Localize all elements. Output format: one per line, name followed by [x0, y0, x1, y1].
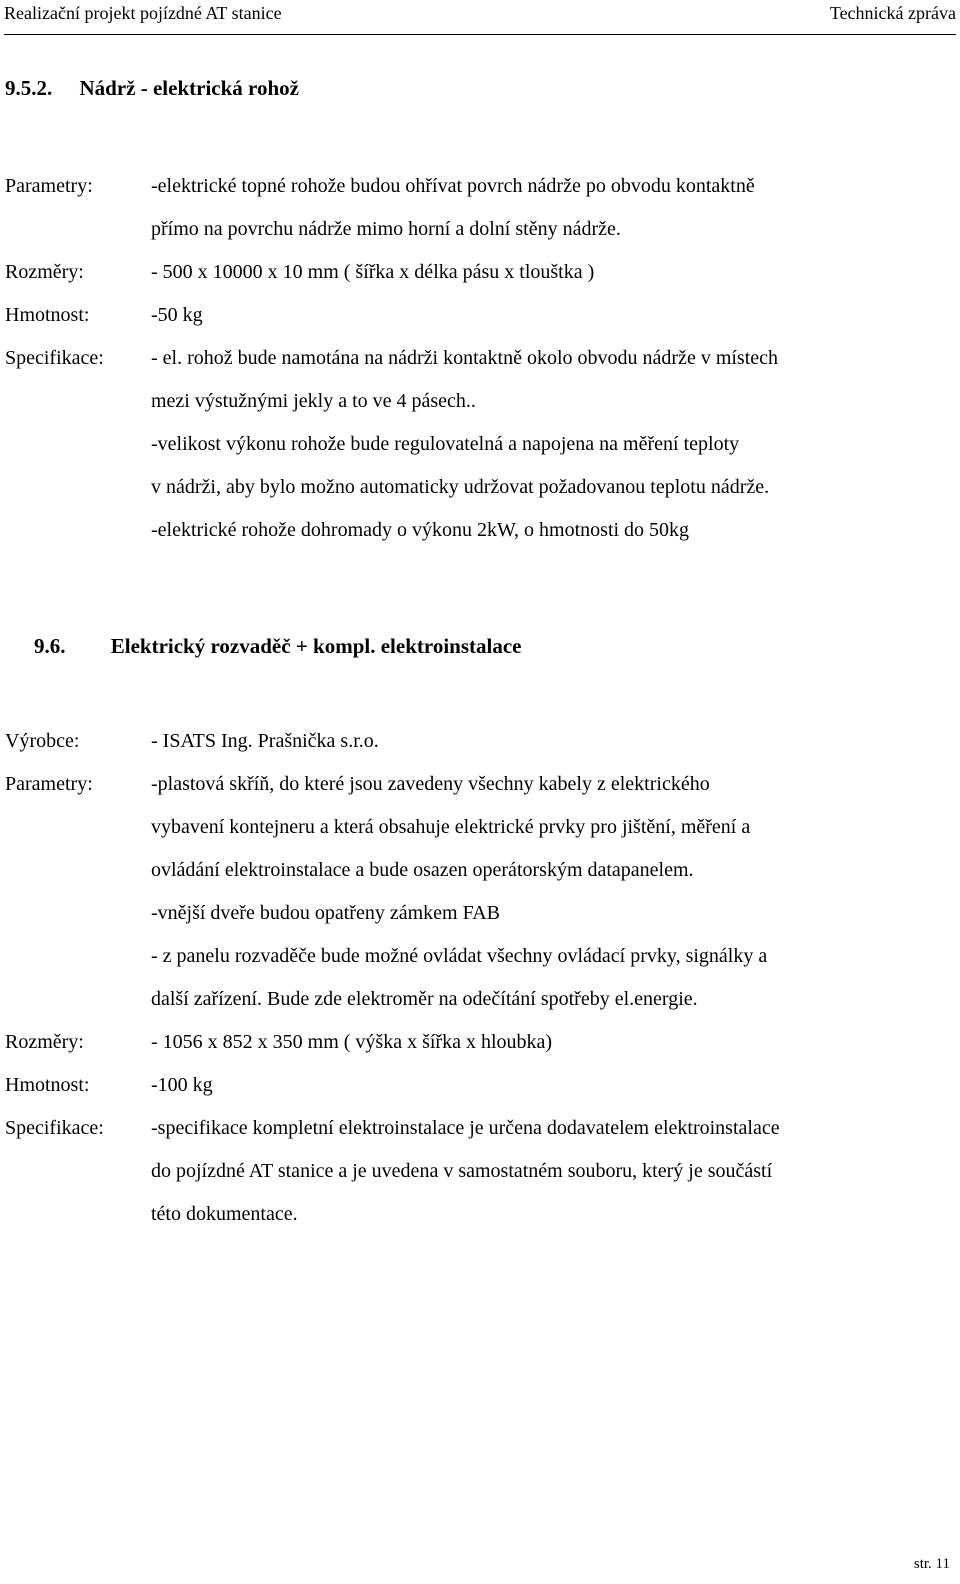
spec-row — [5, 516, 950, 544]
spec-row — [5, 258, 950, 286]
spec-text: -velikost výkonu rohože bude regulovatelná a napojena na měření teploty — [151, 433, 740, 455]
spec-row — [5, 387, 950, 415]
spec-row — [5, 727, 950, 755]
spec-text: - 1056 x 852 x 350 mm ( výška x šířka x hloubka) — [151, 1031, 553, 1053]
spec-row — [5, 942, 950, 970]
spec-text: v nádrži, aby bylo možno automaticky udržovat požadovanou teplotu nádrže. — [151, 476, 770, 498]
spec-label: Parametry: — [5, 773, 93, 795]
spec-label: Výrobce: — [5, 730, 80, 752]
spec-row — [5, 1071, 950, 1099]
spec-label: Rozměry: — [5, 261, 84, 283]
header-document-type: Technická zpráva — [829, 3, 956, 23]
section-number: 9.5.2. — [5, 76, 53, 100]
spec-row — [5, 215, 950, 243]
spec-row — [5, 899, 950, 927]
spec-text: přímo na povrchu nádrže mimo horní a dolní stěny nádrže. — [151, 218, 621, 240]
spec-row — [5, 1114, 950, 1142]
spec-text: -100 kg — [151, 1074, 213, 1096]
spec-row — [5, 172, 950, 200]
section-heading-9-5-2 — [5, 76, 299, 101]
header-project-title: Realizační projekt pojízdné AT stanice — [4, 3, 282, 23]
spec-text: -vnější dveře budou opatřeny zámkem FAB — [151, 902, 500, 924]
spec-label: Parametry: — [5, 175, 93, 197]
spec-label: Specifikace: — [5, 347, 104, 369]
spec-text: - ISATS Ing. Prašnička s.r.o. — [151, 730, 379, 752]
spec-row — [5, 1157, 950, 1185]
spec-text: -elektrické rohože dohromady o výkonu 2kW, o hmotnosti do 50kg — [151, 519, 690, 541]
spec-text: -50 kg — [151, 304, 203, 326]
spec-label: Specifikace: — [5, 1117, 104, 1139]
page-number: str. 11 — [913, 1556, 950, 1572]
section-title: Nádrž - elektrická rohož — [79, 76, 299, 100]
spec-label: Hmotnost: — [5, 1074, 90, 1096]
spec-row — [5, 301, 950, 329]
spec-text: - el. rohož bude namotána na nádrži kontaktně okolo obvodu nádrže v místech — [151, 347, 779, 369]
spec-label: Rozměry: — [5, 1031, 84, 1053]
spec-text: ovládání elektroinstalace a bude osazen operátorským datapanelem. — [151, 859, 694, 881]
section-title: Elektrický rozvaděč + kompl. elektroinstalace — [110, 634, 522, 658]
spec-text: -specifikace kompletní elektroinstalace je určena dodavatelem elektroinstalace — [151, 1117, 780, 1139]
spec-row — [5, 430, 950, 458]
spec-row — [5, 473, 950, 501]
section-heading-9-6 — [34, 634, 521, 659]
spec-row — [5, 985, 950, 1013]
spec-label: Hmotnost: — [5, 304, 90, 326]
spec-row — [5, 813, 950, 841]
spec-row — [5, 770, 950, 798]
section-number: 9.6. — [34, 634, 66, 658]
spec-text: -plastová skříň, do které jsou zavedeny všechny kabely z elektrického — [151, 773, 710, 795]
spec-text: do pojízdné AT stanice a je uvedena v samostatném souboru, který je součástí — [151, 1160, 773, 1182]
spec-row — [5, 1200, 950, 1228]
spec-text: - 500 x 10000 x 10 mm ( šířka x délka pásu x tlouštka ) — [151, 261, 595, 283]
spec-text: této dokumentace. — [151, 1203, 298, 1225]
spec-text: - z panelu rozvaděče bude možné ovládat všechny ovládací prvky, signálky a — [151, 945, 768, 967]
spec-row — [5, 856, 950, 884]
spec-text: -elektrické topné rohože budou ohřívat povrch nádrže po obvodu kontaktně — [151, 175, 755, 197]
spec-row — [5, 344, 950, 372]
spec-text: další zařízení. Bude zde elektroměr na odečítání spotřeby el.energie. — [151, 988, 698, 1010]
page-header — [4, 0, 956, 35]
spec-text: vybavení kontejneru a která obsahuje elektrické prvky pro jištění, měření a — [151, 816, 751, 838]
spec-text: mezi výstužnými jekly a to ve 4 pásech.. — [151, 390, 476, 412]
spec-row — [5, 1028, 950, 1056]
